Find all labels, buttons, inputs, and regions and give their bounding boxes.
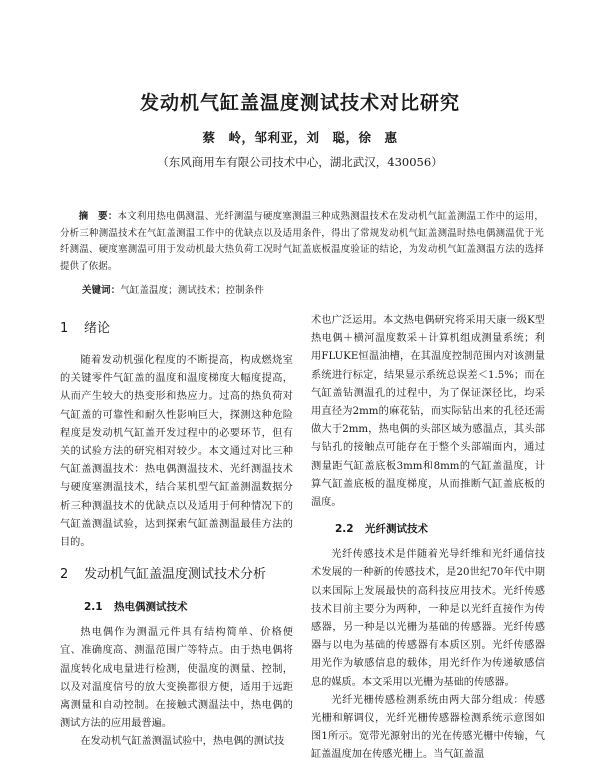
- keywords-text: 气缸盖温度；测试技术；控制条件: [120, 285, 264, 296]
- section-2-title: 发动机气缸盖温度测试技术分析: [84, 567, 267, 583]
- right-column: [311, 312, 545, 765]
- section-2-2-paragraph-1: 光纤传感技术是伴随着光导纤维和光纤通信技术发展的一种新的传感技术，是20世纪70年代中期以来国际上发展最快的高科技应用技术。光纤传感技术目前主要分为两种，一种是以光纤直接作为传感器，另一种是以光栅为基础的传感器。光纤传感器与以电为基础的传感器有本质区别。光纤传感器用光作为敏感信息的载体，用光纤作为传递敏感信息的媒质。本文采用以光栅为基础的传感器。: [311, 549, 545, 688]
- section-2-1-paragraph-1: 热电偶作为测温元件具有结构简单、价格便宜、准确度高、测温范围广等特点。由于热电偶将温度转化成电量进行检测，使温度的测量、控制，以及对温度信号的放大变换都很方便，适用于远距离测量和自动控制。在接触式测温法中，热电偶的测试方法的应用最普遍。: [60, 627, 293, 730]
- section-1-heading: [60, 320, 293, 338]
- abstract-label: 摘 要：: [78, 211, 118, 222]
- section-2-number: 2: [60, 567, 69, 583]
- section-2-1-paragraph-2: 在发动机气缸盖测温试验中，热电偶的测试技: [80, 736, 285, 748]
- abstract-text: 本文利用热电偶测温、光纤测温与硬度塞测温三种成熟测温技术在发动机气缸盖测温工作中的运用，分析三种测温技术在气缸盖测温工作中的优缺点以及适用条件，得出了常规发动机气缸盖测温时热电偶测温优于光纤测温、硬度塞测温可用于发动机最大热负荷工况时气缸盖底板温度验证的结论，为发动机气缸盖测温方法的选择提供了依据。: [60, 211, 544, 272]
- left-column: [60, 312, 293, 752]
- section-1-number: 1: [60, 321, 69, 336]
- keywords-label: 关键词：: [82, 285, 121, 296]
- abstract: [60, 209, 544, 275]
- section-2-2-paragraph-2: 光纤光栅传感检测系统由两大部分组成：传感光栅和解调仪，光纤光栅传感器检测系统示意图如图1所示。宽带光源射出的光在传感光栅中传输，气缸盖温度加在传感光栅上。当气缸盖温: [311, 694, 545, 761]
- section-2-2-number: 2.2: [335, 523, 354, 536]
- section-2-1-number: 2.1: [84, 601, 103, 614]
- keywords: [82, 282, 264, 296]
- section-1-title: 绪论: [84, 321, 111, 336]
- paper-affiliation: （东风商用车有限公司技术中心，湖北武汉，430056）: [157, 155, 443, 169]
- section-2-1-title: 热电偶测试技术: [114, 601, 188, 614]
- paper-title: 发动机气缸盖温度测试技术对比研究: [139, 92, 460, 114]
- section-2-2-title: 光纤测试技术: [365, 523, 428, 536]
- section-2-2-heading: [311, 520, 545, 538]
- paper-authors: 蔡 岭，邹利亚，刘 聪，徐 惠: [202, 130, 398, 145]
- section-2-1-continuation: 术也广泛运用。本文热电偶研究将采用天康一级K型热电偶＋横河温度数采＋计算机组成测量系统；利用FLUKE恒温油槽，在其温度控制范围内对该测量系统进行标定，结果显示系统总误差＜1.5%；而在气缸盖钻测温孔的过程中，为了保证深径比，均采用直径为2mm的麻花钻，而实际钻出来的孔径还需做大于2mm，热电偶的头部区域为感温点，其头部与钻孔的接触点可能存在于整个头部端面内，通过测量距气缸盖底板3mm和8mm的气缸盖温度，计算气缸盖底板的温度梯度，从而推断气缸盖底板的温度。: [311, 315, 545, 509]
- section-2-1-heading: [60, 598, 293, 616]
- section-1-paragraph: 随着发动机强化程度的不断提高，构成燃烧室的关键零件气缸盖的温度和温度梯度大幅度提高，从而产生较大的热变形和热应力。过高的热负荷对气缸盖的可靠性和耐久性影响巨大，探测这种危险程度是发动机气缸盖开发过程中的必要环节，但有关的试验方法的研究相对较少。本文通过对比三种气缸盖测温技术：热电偶测温技术、光纤测温技术与硬度塞测温技术，结合某机型气缸盖测温数据分析三种测温技术的优缺点以及适用于何种情况下的气缸盖测温试验，达到探索气缸盖测温最佳方法的目的。: [60, 355, 293, 549]
- section-2-heading: [60, 566, 293, 584]
